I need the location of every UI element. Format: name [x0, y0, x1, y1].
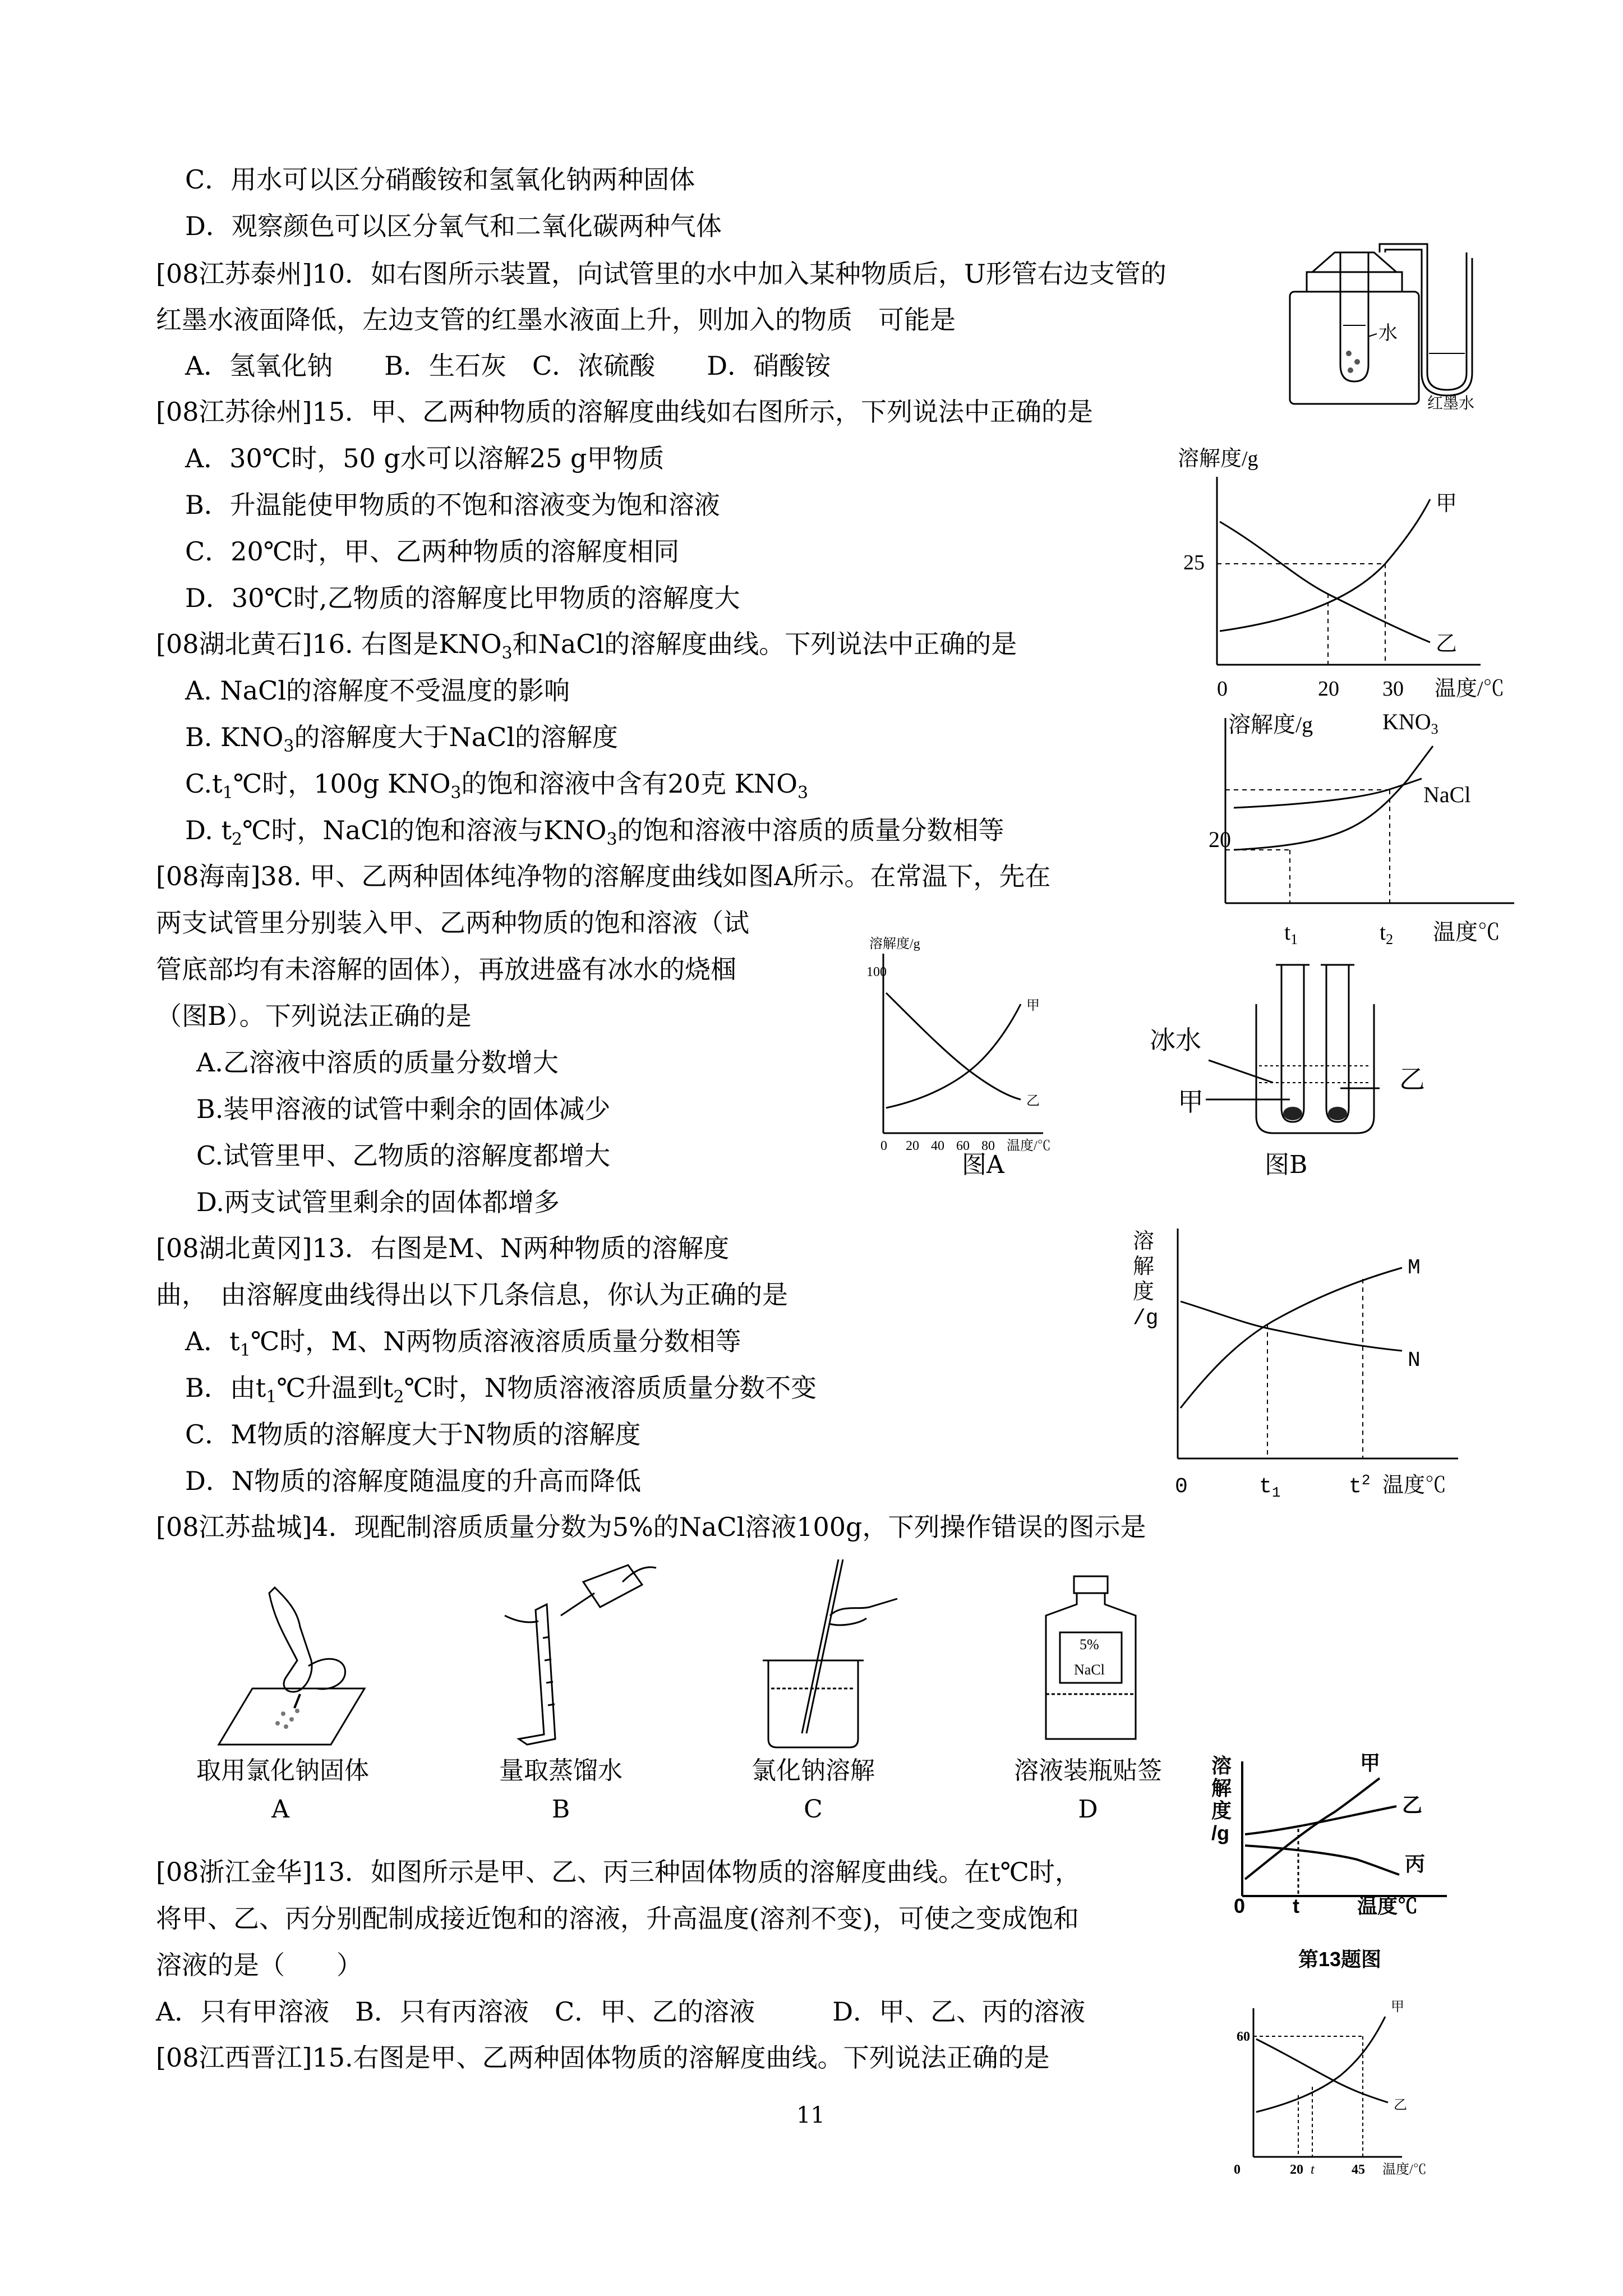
figa-label-yi: 乙 [1026, 1094, 1040, 1108]
jinjiang-curve-yi [1256, 2039, 1388, 2102]
q13-option-a: A．$t_1℃$时，M、N两物质溶液溶质质量分数相等 [185, 1326, 741, 1361]
huanggang-ylabel-4: /g [1133, 1306, 1159, 1331]
xuzhou-label-jia: 甲 [1436, 492, 1458, 516]
xuzhou-solubility-chart [1166, 443, 1525, 701]
huangshi-tick-20: 20 [1209, 827, 1231, 852]
op-d-letter: D [1078, 1795, 1098, 1824]
op-d-bottle-label [1035, 1571, 1147, 1750]
xuzhou-tick-25: 25 [1183, 551, 1205, 574]
figa-tick-20: 20 [906, 1139, 919, 1153]
huanggang-curve-m [1181, 1268, 1402, 1408]
jinhua-solubility-chart [1211, 1750, 1469, 1975]
xuzhou-curve-yi [1220, 522, 1430, 642]
option-c-line: C．用水可以区分硝酸铵和氢氧化钠两种固体 [185, 164, 695, 195]
q15-stem: [08江苏徐州]15．甲、乙两种物质的溶解度曲线如右图所示，下列说法中正确的是 [156, 397, 1093, 427]
huanggang-label-n: N [1408, 1349, 1421, 1373]
huangshi-ylabel: 溶解度/g [1228, 712, 1313, 737]
q10-options: A．氢氧化钠 B．生石灰 C．浓硫酸 D．硝酸铵 [185, 351, 831, 381]
op-b-letter: B [551, 1795, 570, 1824]
huanggang-ylabel-1: 溶 [1133, 1231, 1155, 1255]
q38-stem-2: 两支试管里分别装入甲、乙两种物质的饱和溶液（试 [156, 908, 749, 938]
q13-option-c: C．M物质的溶解度大于N物质的溶解度 [185, 1419, 641, 1450]
huanggang-curve-n [1181, 1301, 1402, 1351]
zj13-stem-2: 将甲、乙、丙分别配制成接近饱和的溶液，升高温度(溶剂不变)，可使之变成饱和 [156, 1903, 1079, 1934]
huanggang-tick-t2: $t^2$ [1349, 1472, 1371, 1499]
jinhua-label-jia: 甲 [1360, 1751, 1381, 1774]
xuzhou-tick-30: 30 [1382, 677, 1404, 701]
jinhua-tick-0: 0 [1234, 1894, 1246, 1917]
q15-option-d: D．30℃时,乙物质的溶解度比甲物质的溶解度大 [185, 583, 740, 613]
jinhua-ylabel-1: 溶 [1211, 1754, 1232, 1777]
zj13-stem-1: [08浙江金华]13．如图所示是甲、乙、丙三种固体物质的溶解度曲线。在t℃时， [156, 1857, 1081, 1887]
q38-stem-4: （图B）。下列说法正确的是 [156, 1001, 472, 1031]
q13-option-d: D．N物质的溶解度随温度的升高而降低 [185, 1466, 642, 1496]
huanggang-label-m: M [1408, 1256, 1421, 1280]
figure-b-beaker [1144, 954, 1458, 1179]
figure-a-caption: 图A [962, 1151, 1004, 1179]
jinjiang-tick-0: 0 [1234, 2162, 1241, 2177]
jinjiang-xlabel: 温度/℃ [1382, 2162, 1427, 2177]
q13-stem-2: 曲， 由溶解度曲线得出以下几条信息，你认为正确的是 [156, 1280, 788, 1310]
op-d-caption: 溶液装瓶贴签 [1014, 1756, 1162, 1785]
huangshi-label-nacl: NaCl [1423, 782, 1471, 807]
jinhua-ylabel-4: /g [1211, 1821, 1229, 1844]
op-b-caption: 量取蒸馏水 [499, 1756, 623, 1785]
xuzhou-xlabel: 温度/℃ [1435, 677, 1505, 701]
op-c-caption: 氯化钠溶解 [751, 1756, 875, 1785]
jinjiang-label-jia: 甲 [1391, 2000, 1404, 2014]
xuzhou-tick-20: 20 [1318, 677, 1339, 701]
op-a-letter: A [271, 1795, 289, 1824]
q15-option-a: A．30℃时，50 g水可以溶解25 g甲物质 [185, 443, 665, 473]
jinjiang-tick-t: t [1311, 2162, 1315, 2177]
huanggang-ylabel-3: 度 [1133, 1281, 1155, 1305]
q10-stem-2: 红墨水液面降低，左边支管的红墨水液面上升，则加入的物质 可能是 [156, 305, 956, 335]
huangshi-curve-kno3 [1234, 746, 1433, 850]
xuzhou-ylabel: 溶解度/g [1178, 447, 1258, 471]
page-number: 11 [796, 2102, 825, 2128]
huangshi-xlabel: 温度℃ [1433, 919, 1500, 945]
huangshi-tick-t1: $t_1$ [1284, 919, 1298, 947]
jinhua-label-yi: 乙 [1402, 1793, 1423, 1816]
q16-stem: [08湖北黄石]16. 右图是$KNO_3$和NaCl的溶解度曲线。下列说法中正确的是 [156, 629, 1017, 664]
q16-option-d: D. $t_2℃$时，NaCl的饱和溶液与$KNO_3$的饱和溶液中溶质的质量分数相等 [185, 815, 1004, 850]
figa-tick-100: 100 [866, 965, 887, 979]
figb-ice-label: 冰水 [1150, 1026, 1201, 1055]
q10-stem-1: [08江苏泰州]10．如右图所示装置，向试管里的水中加入某种物质后，U形管右边支管的 [156, 259, 1166, 289]
jinhua-ylabel-3: 度 [1211, 1799, 1232, 1822]
q38-option-b: B.装甲溶液的试管中剩余的固体减少 [196, 1094, 611, 1124]
q13-option-b: B．由$t_1℃$升温到$t_2℃$时，N物质溶液溶质质量分数不变 [185, 1373, 817, 1407]
option-d-line: D．观察颜色可以区分氧气和二氧化碳两种气体 [185, 211, 722, 241]
bottle-label-pct: 5% [1080, 1636, 1099, 1653]
jinhua-tick-t: t [1293, 1894, 1299, 1917]
q38-option-c: C.试管里甲、乙物质的溶解度都增大 [196, 1140, 611, 1171]
q13-stem-1: [08湖北黄冈]13．右图是M、N两种物质的溶解度 [156, 1233, 730, 1263]
jinjiang-tick-45: 45 [1352, 2162, 1365, 2177]
red-ink-label: 红墨水 [1427, 395, 1475, 412]
huanggang-tick-0: 0 [1175, 1475, 1188, 1499]
zj13-stem-3: 溶液的是（ ） [156, 1950, 362, 1980]
op-a-take-nacl [202, 1576, 370, 1761]
figa-ylabel: 溶解度/g [869, 937, 920, 951]
xuzhou-curve-jia [1220, 499, 1430, 631]
figb-yi-label: 乙 [1399, 1065, 1425, 1094]
q38-option-a: A.乙溶液中溶质的质量分数增大 [196, 1047, 559, 1078]
jinhua-label-bing: 丙 [1405, 1852, 1426, 1875]
q16-option-b: B. $KNO_3$的溶解度大于NaCl的溶解度 [185, 722, 619, 757]
q15-option-b: B．升温能使甲物质的不饱和溶液变为饱和溶液 [185, 490, 720, 520]
figa-curve-jia [886, 1004, 1021, 1108]
jinjiang-label-yi: 乙 [1394, 2098, 1407, 2113]
q16-option-c: $C.t_1℃$时，100g $KNO_3$的饱和溶液中含有20克 $KNO_3$ [185, 769, 809, 803]
figa-curve-yi [886, 993, 1021, 1099]
q38-stem-3: 管底部均有未溶解的固体），再放进盛有冰水的烧椢 [156, 954, 736, 984]
jinjiang-tick-20: 20 [1290, 2162, 1303, 2177]
figb-beaker [1256, 1004, 1374, 1133]
jx15-stem: [08江西晋江]15.右图是甲、乙两种固体物质的溶解度曲线。下列说法正确的是 [156, 2042, 1050, 2073]
xuzhou-tick-0: 0 [1217, 677, 1228, 701]
xuzhou-label-yi: 乙 [1436, 632, 1458, 656]
bottle-label-nacl: NaCl [1074, 1662, 1105, 1678]
jinhua-ylabel-2: 解 [1211, 1777, 1232, 1800]
jinjiang-tick-60: 60 [1237, 2030, 1250, 2044]
q16-option-a: A. NaCl的溶解度不受温度的影响 [185, 675, 570, 706]
op-c-dissolve [746, 1554, 914, 1756]
jinjiang-solubility-chart [1223, 1991, 1481, 2188]
op-b-measure-water [494, 1559, 662, 1756]
op-a-caption: 取用氯化钠固体 [196, 1756, 369, 1785]
figure-a-chart [858, 931, 1138, 1179]
op-c-letter: C [804, 1795, 823, 1824]
figa-label-jia: 甲 [1026, 999, 1040, 1013]
figa-xlabel: 温度/℃ [1007, 1139, 1051, 1153]
huanggang-tick-t1: $t_1$ [1259, 1475, 1281, 1501]
water-label: 水 [1378, 323, 1398, 344]
q15-option-c: C．20℃时，甲、乙两种物质的溶解度相同 [185, 536, 680, 567]
figa-tick-80: 80 [981, 1139, 995, 1153]
huangshi-curve-nacl [1234, 779, 1422, 808]
zj13-options: A．只有甲溶液 B．只有丙溶液 C．甲、乙的溶液 D．甲、乙、丙的溶液 [156, 1996, 1086, 2027]
q38-option-d: D.两支试管里剩余的固体都增多 [196, 1187, 560, 1217]
q38-stem-1: [08海南]38. 甲、乙两种固体纯净物的溶解度曲线如图A所示。在常温下，先在 [156, 861, 1051, 891]
figure-b-caption: 图B [1265, 1151, 1308, 1179]
figa-tick-40: 40 [931, 1139, 944, 1153]
u-tube-apparatus-figure [1284, 241, 1486, 412]
huanggang-xlabel: 温度℃ [1382, 1475, 1447, 1499]
figa-tick-0: 0 [880, 1139, 887, 1153]
huangshi-tick-t2: $t_2$ [1380, 919, 1394, 947]
huangshi-solubility-chart [1211, 707, 1525, 948]
huangshi-label-kno3: $KNO_3$ [1382, 709, 1438, 737]
jinjiang-curve-jia [1256, 2017, 1385, 2112]
huanggang-ylabel-2: 解 [1133, 1256, 1155, 1280]
jinhua-curve-jia [1245, 1778, 1380, 1879]
jinhua-caption: 第13题图 [1298, 1948, 1382, 1971]
figb-jia-label: 甲 [1178, 1088, 1204, 1116]
figa-tick-60: 60 [956, 1139, 970, 1153]
q4-stem: [08江苏盐城]4．现配制溶质质量分数为5%的NaCl溶液100g，下列操作错误的图示是 [156, 1512, 1146, 1542]
jinhua-xlabel: 温度℃ [1357, 1894, 1418, 1917]
huanggang-solubility-chart [1133, 1217, 1492, 1501]
